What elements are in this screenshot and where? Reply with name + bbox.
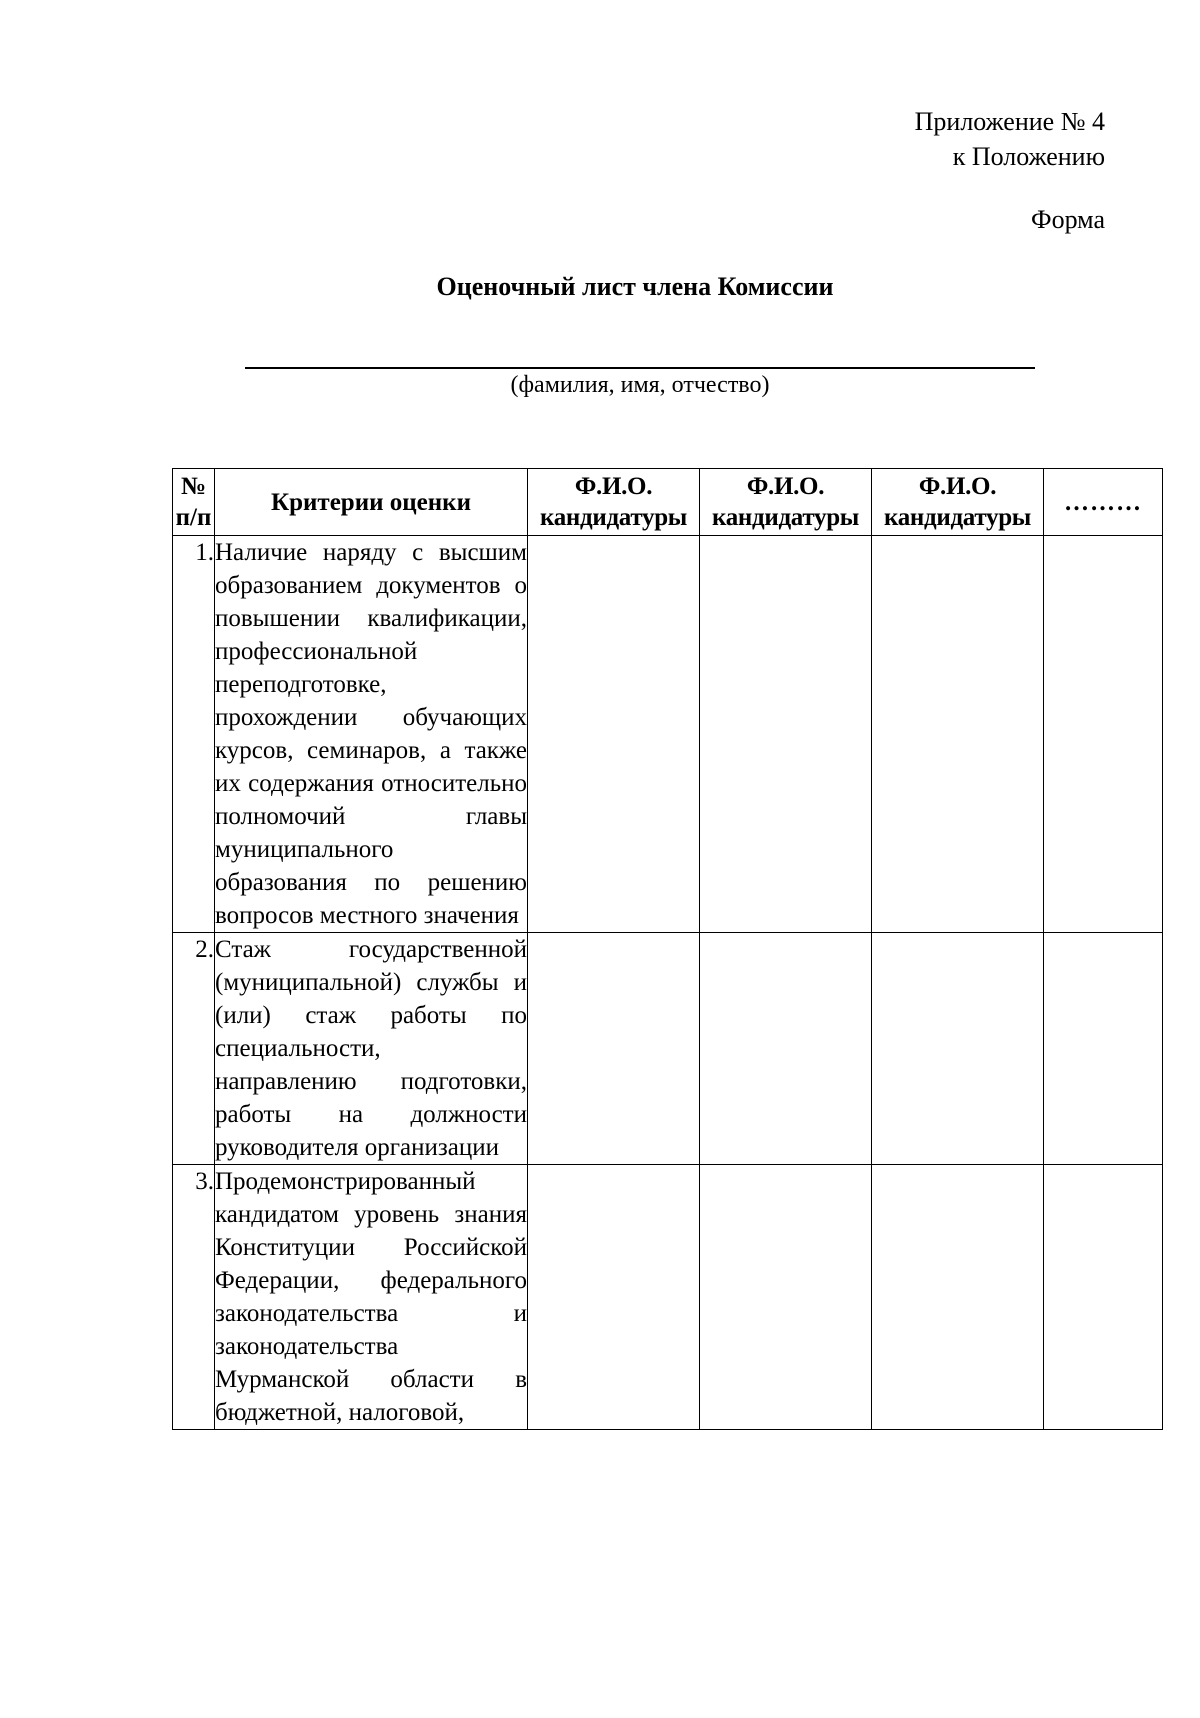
score-cell[interactable] [528,1165,700,1430]
criteria-cell: Продемонстрированный кандидатом уровень знания Конституции Российской Федерации, федерального законодательства и законодательства Мурманской области в бюджетной, налоговой, [215,1165,528,1430]
row-number: 2. [173,933,215,1165]
header-candidate-1 [528,469,700,536]
header-candidate-2-line2: кандидатуры [711,504,860,531]
header-number: № п/п [173,469,215,536]
score-cell[interactable] [528,536,700,933]
header-candidate-2 [700,469,872,536]
score-cell[interactable] [700,536,872,933]
header-candidate-1-line1: Ф.И.О. [574,473,653,500]
score-cell[interactable] [1044,1165,1163,1430]
row-number: 1. [173,536,215,933]
appendix-number: Приложение № 4 [914,107,1105,136]
document-title: Оценочный лист члена Комиссии [436,272,834,301]
header-candidate-2-line1: Ф.И.О. [746,473,825,500]
evaluation-table [172,468,1163,1430]
appendix-regulation: к Положению [952,142,1105,171]
row-number: 3. [173,1165,215,1430]
table-row [173,536,1163,933]
header-candidate-1-line2: кандидатуры [539,504,688,531]
score-cell[interactable] [1044,536,1163,933]
header-more-candidates: ……… [1044,469,1163,536]
score-cell[interactable] [872,536,1044,933]
form-label: Форма [1031,205,1105,234]
score-cell[interactable] [700,933,872,1165]
signature-line [245,367,1035,369]
header-candidate-3-line2: кандидатуры [883,504,1032,531]
score-cell[interactable] [872,1165,1044,1430]
header-candidate-3-line1: Ф.И.О. [918,473,997,500]
criteria-cell: Наличие наряду с высшим образованием документов о повышении квалификации, профессиональной переподготовке, прохождении обучающих курсов, семинаров, а также их содержания относительно полномочий главы муниципального образования по решению вопросов местного значения [215,536,528,933]
score-cell[interactable] [1044,933,1163,1165]
score-cell[interactable] [700,1165,872,1430]
table-row [173,933,1163,1165]
table-row [173,1165,1163,1430]
score-cell[interactable] [872,933,1044,1165]
score-cell[interactable] [528,933,700,1165]
appendix-reference [915,104,1105,174]
header-candidate-3 [872,469,1044,536]
header-criteria: Критерии оценки [215,469,528,536]
criteria-cell: Стаж государственной (муниципальной) службы и (или) стаж работы по специальности, направлению подготовки, работы на должности руководителя организации [215,933,528,1165]
table-header-row [173,469,1163,536]
signature-caption: (фамилия, имя, отчество) [510,372,770,398]
